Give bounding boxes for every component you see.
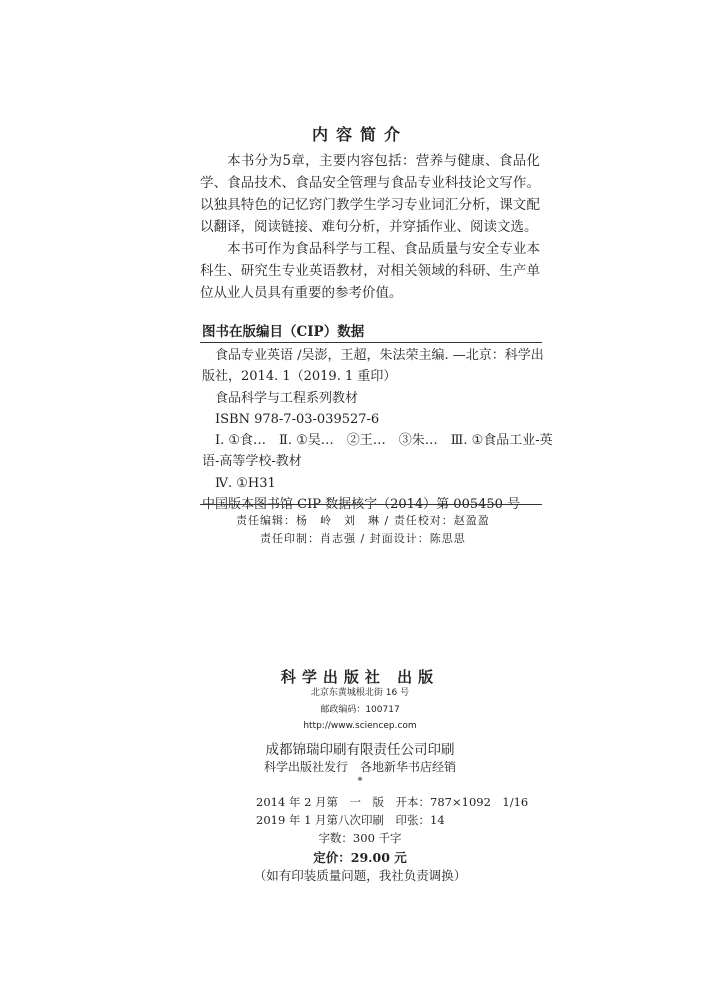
- edition-info: 2014 年 2 月第 一 版 开本：787×1092 1/16: [256, 795, 529, 809]
- quality-notice: （如有印装质量问题，我社负责调换）: [253, 868, 467, 883]
- cip-line: 版社，2014. 1（2019. 1 重印）: [202, 369, 397, 385]
- cip-line: 食品专业英语 /吴澎，王超，朱法荣主编. —北京：科学出: [215, 348, 544, 363]
- cip-heading: 图书在版编目（CIP）数据: [202, 324, 365, 340]
- distribution-info: 科学出版社发行 各地新华书店经销: [263, 760, 456, 774]
- cip-line: 食品科学与工程系列教材: [215, 390, 359, 406]
- summary-title: 内容简介: [311, 125, 408, 144]
- staff-editors: 责任编辑：杨 岭 刘 琳 / 责任校对：赵盈盈: [236, 514, 490, 527]
- word-count: 字数：300 千字: [318, 831, 402, 845]
- cip-line: ISBN 978-7-03-039527-6: [215, 411, 380, 427]
- printer-info: 成都锦瑞印刷有限责任公司印刷: [265, 742, 455, 758]
- cip-body: [202, 345, 553, 515]
- impression-info: 2019 年 1 月第八次印刷 印张：14: [256, 813, 445, 827]
- cip-line: 语-高等学校-教材: [202, 454, 302, 470]
- publisher-address: 北京东黄城根北街 16 号: [310, 688, 410, 698]
- publisher-name: 科学出版社 出版: [280, 668, 440, 686]
- summary-paragraph: 本书可作为食品科学与工程、食品质量与安全专业本科生、研究生专业英语教材，对相关领域的科研、生产单位从业人员具有重要的参考价值。: [200, 241, 540, 301]
- publisher-postcode: 邮政编码：100717: [320, 705, 400, 715]
- cip-line: Ⅳ. ①H31: [215, 475, 276, 491]
- divider: [200, 342, 542, 343]
- summary-paragraph: 本书分为5章，主要内容包括：营养与健康、食品化学、食品技术、食品安全管理与食品专业科技论文写作。以独具特色的记忆窍门教学生学习专业词汇分析，课文配以翻译，阅读链接、难句分析，并穿插作业、阅读文选。: [200, 153, 540, 235]
- publisher-url: http://www.sciencep.com: [303, 721, 417, 731]
- separator-asterisk: *: [357, 776, 363, 787]
- summary-body: [200, 150, 540, 304]
- cip-line: 中国版本图书馆 CIP 数据核字（2014）第 005450 号: [202, 497, 521, 513]
- price: 定价：29.00 元: [313, 850, 407, 865]
- staff-printing-design: 责任印制：肖志强 / 封面设计：陈思思: [260, 532, 466, 545]
- cip-line: Ⅰ. ①食… Ⅱ. ①吴… ②王… ③朱… Ⅲ. ①食品工业-英: [215, 433, 553, 449]
- divider: [200, 504, 542, 505]
